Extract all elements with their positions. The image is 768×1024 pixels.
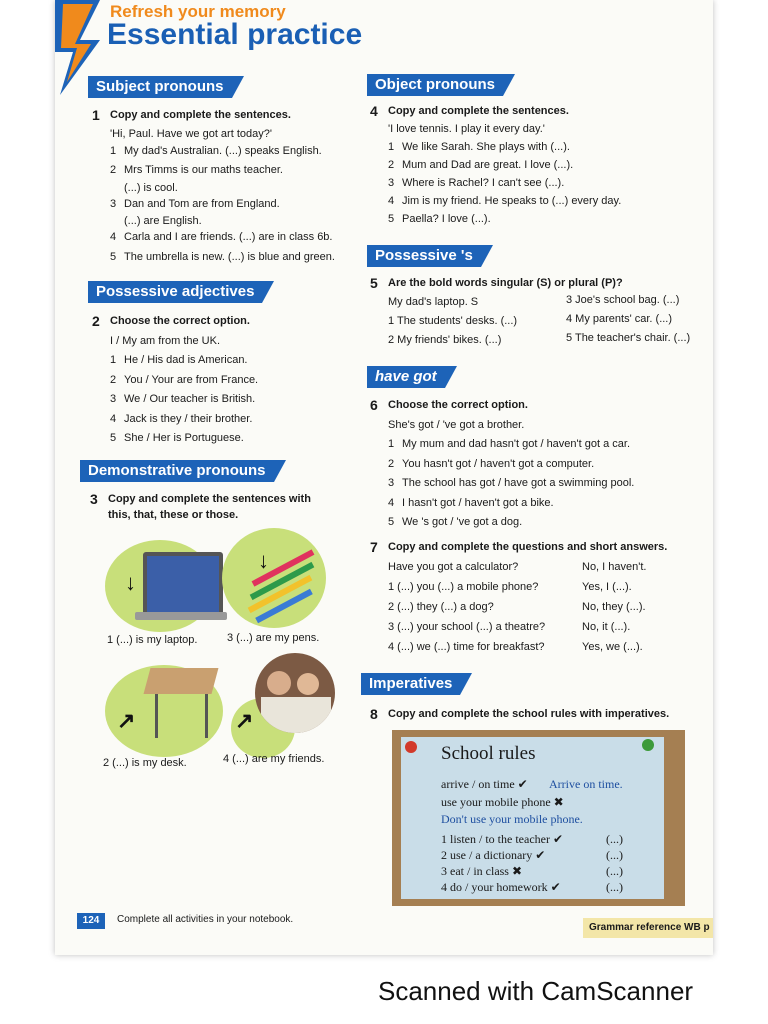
board-title: School rules: [441, 743, 536, 764]
instruction: Copy and complete the sentences with: [108, 493, 311, 505]
list-item: Jim is my friend. He speaks to (...) every day.: [402, 195, 622, 207]
rule-blank: (...): [606, 832, 623, 846]
camscanner-watermark: Scanned with CamScanner: [378, 976, 694, 1006]
desk-image: [144, 668, 219, 694]
laptop-image: [143, 552, 223, 616]
example: 'Hi, Paul. Have we got art today?': [110, 127, 272, 140]
exercise-number: 4: [370, 103, 378, 119]
rule-prompt: 3 eat / in class ✖: [441, 864, 523, 878]
exercise-6: 6 Choose the correct option. She's got / 've got a brother. 1 My mum and dad hasn't got / haven't got a car. 2 You hasn't got / haven't got a computer. 3 The school has got / have got a swimming pool. 4 I hasn't got / haven't got a bike. 5 We 's got / 've got a dog.: [388, 396, 698, 533]
list-item: 4 My parents' car. (...): [566, 313, 673, 325]
green-pin-icon: [642, 739, 654, 751]
list-item: (...) is cool.: [124, 181, 178, 194]
list-item: We 's got / 've got a dog.: [402, 516, 523, 528]
rule-prompt: 1 listen / to the teacher ✔: [441, 832, 564, 846]
list-item: My dad's Australian. (...) speaks English.: [124, 144, 322, 157]
section-possessive-adjectives: Possessive adjectives: [88, 281, 262, 303]
page-number: 124: [77, 913, 105, 929]
instruction: Are the bold words singular (S) or plural (P)?: [388, 277, 623, 289]
header-subtitle: Refresh your memory: [110, 2, 286, 21]
question: 3 (...) your school (...) a theatre?: [388, 621, 546, 633]
list-item: 1 The students' desks. (...): [388, 315, 518, 327]
list-item: She / Her is Portuguese.: [124, 432, 244, 444]
exercise-number: 3: [90, 491, 98, 507]
section-have-got: have got: [367, 366, 445, 388]
caption: 4 (...) are my friends.: [223, 753, 325, 765]
rule-prompt: arrive / on time ✔: [441, 777, 528, 791]
section-demonstrative-pronouns: Demonstrative pronouns: [80, 460, 274, 482]
list-item: My mum and dad hasn't got / haven't got a car.: [402, 438, 630, 450]
rule-prompt: 4 do / your homework ✔: [441, 880, 561, 894]
list-item: You / Your are from France.: [124, 373, 259, 386]
list-item: Carla and I are friends. (...) are in class 6b.: [124, 231, 333, 243]
laptop-base-image: [135, 612, 227, 620]
exercise-5: [370, 274, 698, 346]
list-item: Mum and Dad are great. I love (...).: [402, 159, 574, 171]
instruction: Copy and complete the sentences.: [388, 105, 569, 117]
cork-board: [392, 730, 685, 906]
answer: No, it (...).: [582, 621, 631, 633]
list-item: Dan and Tom are from England.: [124, 197, 280, 210]
arrow-down-icon: ↓: [125, 570, 136, 595]
instruction: Copy and complete the sentences.: [110, 109, 291, 121]
answer: No, I haven't.: [582, 561, 647, 573]
question: 2 (...) they (...) a dog?: [388, 601, 494, 613]
list-item: Where is Rachel? I can't see (...).: [402, 177, 565, 189]
list-item: We like Sarah. She plays with (...).: [402, 141, 570, 153]
exercise-7: [370, 537, 708, 653]
grammar-reference-tab: Grammar reference WB p: [583, 918, 713, 938]
rule-prompt: use your mobile phone ✖: [441, 795, 564, 809]
instruction: Choose the correct option.: [388, 399, 528, 411]
rule-blank: (...): [606, 848, 623, 862]
friends-photo: [255, 653, 335, 733]
list-item: He / His dad is American.: [124, 354, 248, 366]
list-item: My dad's laptop. S: [388, 296, 479, 308]
caption: 3 (...) are my pens.: [227, 632, 320, 644]
list-item: 5 The teacher's chair. (...): [566, 332, 691, 344]
rule-answer: Don't use your mobile phone.: [441, 812, 583, 826]
example: I / My am from the UK.: [110, 334, 221, 347]
school-rules-note: [401, 737, 664, 899]
desk-leg: [205, 694, 208, 738]
list-item: Paella? I love (...).: [402, 213, 491, 225]
arrow-up-right-icon: ↗: [117, 708, 136, 733]
exercise-number: 7: [370, 539, 378, 555]
arrow-down-icon: ↓: [258, 548, 269, 573]
example: She's got / 've got a brother.: [388, 418, 525, 431]
exercise-number: 6: [370, 397, 378, 413]
section-subject-pronouns: Subject pronouns: [88, 76, 232, 98]
list-item: I hasn't got / haven't got a bike.: [402, 496, 554, 509]
exercise-number: 8: [370, 706, 378, 722]
desk-leg: [155, 694, 158, 738]
instruction: Copy and complete the questions and short answers.: [388, 541, 668, 553]
exercise-2: 2 Choose the correct option. I / My am from the UK. 1 He / His dad is American. 2 You / Your are from France. 3 We / Our teacher is British. 4 Jack is they / their brother. 5 She / Her is Portuguese.: [110, 312, 350, 449]
list-item: Jack is they / their brother.: [124, 412, 253, 425]
list-item: Mrs Timms is our maths teacher.: [124, 164, 283, 176]
rule-blank: (...): [606, 880, 623, 894]
instruction: Choose the correct option.: [110, 315, 250, 327]
rule-answer: Arrive on time.: [549, 777, 623, 791]
footer-text: Complete all activities in your notebook.: [117, 914, 294, 925]
caption: 2 (...) is my desk.: [103, 757, 187, 769]
answer: Yes, I (...).: [582, 581, 632, 593]
list-item: (...) are English.: [124, 215, 202, 227]
rule-prompt: 2 use / a dictionary ✔: [441, 848, 546, 862]
caption: 1 (...) is my laptop.: [107, 634, 198, 646]
list-item: We / Our teacher is British.: [124, 393, 256, 405]
rule-blank: (...): [606, 864, 623, 878]
exercise-4: 4 Copy and complete the sentences. 'I love tennis. I play it every day.' 1 We like Sarah. She plays with (...). 2 Mum and Dad are great. I love (...). 3 Where is Rachel? I can't see (...). 4 Jim is my friend. He speaks to (...) every day. 5 Paella? I love (...).: [388, 102, 688, 228]
answer: No, they (...).: [582, 601, 646, 613]
list-item: The school has got / have got a swimming pool.: [402, 477, 635, 489]
list-item: 3 Joe's school bag. (...): [566, 294, 680, 306]
section-object-pronouns: Object pronouns: [367, 74, 503, 96]
list-item: The umbrella is new. (...) is blue and green.: [124, 250, 335, 263]
instruction: Copy and complete the school rules with imperatives.: [388, 708, 670, 720]
answer: Yes, we (...).: [582, 641, 643, 653]
exercise-1: 1 Copy and complete the sentences. 'Hi, Paul. Have we got art today?' 1 My dad's Australian. (...) speaks English. 2 Mrs Timms is our maths teacher. (...) is cool. 3 Dan and Tom are from England. (...) are English. 4 Carla and I are friends. (...) are in class 6b. 5 The umbrella is new. (...) is blue and green.: [110, 106, 350, 267]
instruction: this, that, these or those.: [108, 509, 239, 521]
exercise-8: [370, 705, 698, 725]
question: 1 (...) you (...) a mobile phone?: [388, 581, 539, 593]
red-pin-icon: [405, 741, 417, 753]
question: 4 (...) we (...) time for breakfast?: [388, 641, 545, 653]
question: Have you got a calculator?: [388, 561, 519, 573]
exercise-3: [90, 491, 348, 523]
list-item: You hasn't got / haven't got a computer.: [402, 457, 595, 470]
arrow-up-right-icon: ↗: [235, 708, 254, 733]
section-imperatives: Imperatives: [361, 673, 460, 695]
exercise-number: 5: [370, 275, 378, 291]
section-possessive-s: Possessive 's: [367, 245, 481, 267]
textbook-page: [55, 0, 713, 955]
example: 'I love tennis. I play it every day.': [388, 123, 545, 135]
exercise-number: 1: [92, 107, 100, 123]
exercise-number: 2: [92, 313, 100, 329]
list-item: 2 My friends' bikes. (...): [388, 334, 502, 346]
header-title: Essential practice: [107, 18, 363, 51]
